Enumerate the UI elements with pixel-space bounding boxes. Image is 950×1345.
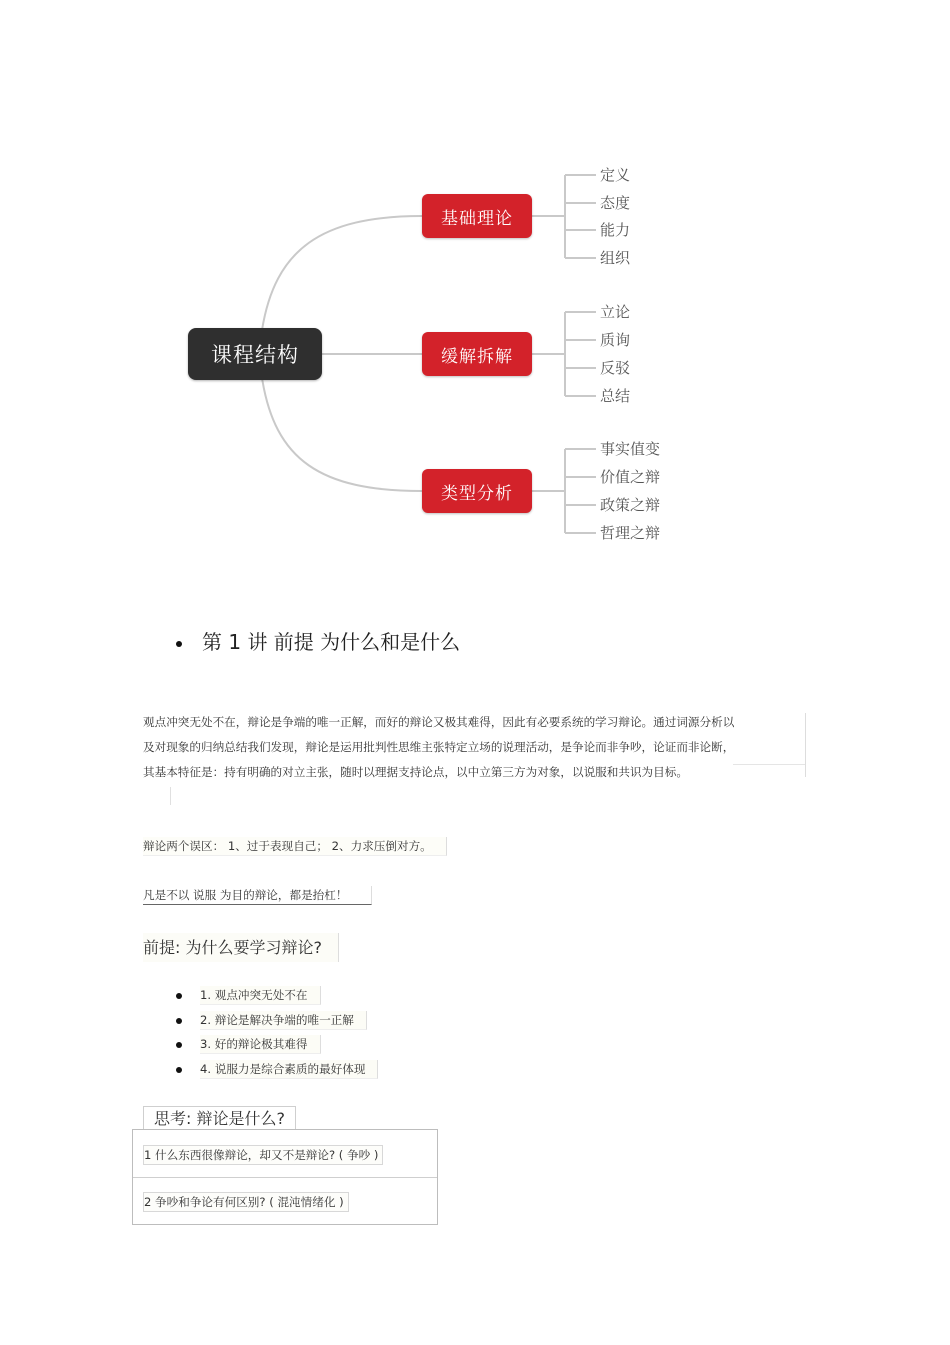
lecture-title: 第 1 讲 前提 为什么和是什么 — [202, 630, 461, 654]
paragraph-end-marker — [170, 787, 171, 805]
leaf-fact-debate: 事实值变 — [600, 440, 661, 458]
question-1: 1 什么东西很像辩论，却又不是辩论? ( 争吵 ) — [143, 1145, 383, 1165]
leaf-cross-examination: 质询 — [600, 331, 631, 349]
connector-branch-3-leaves — [565, 449, 596, 533]
lecture-bullet — [176, 641, 182, 647]
leaf-ability: 能力 — [600, 221, 631, 239]
paragraph-frame-line — [805, 713, 806, 777]
leaf-definition: 定义 — [600, 166, 631, 184]
question-2: 2 争吵和争论有何区别? ( 混沌情绪化 ) — [143, 1192, 349, 1212]
connector-root-branch-1 — [262, 216, 422, 330]
reason-item: 4. 说服力是综合素质的最好体现 — [200, 1060, 378, 1079]
reason-item: 2. 辩论是解决争端的唯一正解 — [200, 1011, 367, 1030]
reason-bullet — [176, 1067, 182, 1073]
persuasion-note: 凡是不以 说服 为目的辩论，都是抬杠！ — [143, 886, 372, 905]
connector-branch-1-leaves — [565, 175, 596, 258]
leaf-organization: 组织 — [600, 249, 631, 267]
reason-bullet — [176, 993, 182, 999]
leaf-rebuttal: 反驳 — [600, 359, 631, 377]
connector-branch-2-leaves — [565, 312, 596, 396]
leaf-attitude: 态度 — [600, 194, 631, 212]
think-heading: 思考: 辩论是什么? — [143, 1106, 296, 1131]
leaf-value-debate: 价值之辩 — [600, 468, 661, 486]
branch-basic-theory: 基础理论 — [422, 194, 532, 238]
mindmap-root-node: 课程结构 — [188, 328, 322, 380]
branch-decomposition: 缓解拆解 — [422, 332, 532, 376]
branch-type-analysis: 类型分析 — [422, 469, 532, 513]
premise-heading: 前提: 为什么要学习辩论? — [143, 933, 339, 962]
course-structure-mindmap — [0, 0, 950, 600]
questions-divider — [133, 1177, 437, 1178]
leaf-philosophy-debate: 哲理之辩 — [600, 524, 661, 542]
reason-item: 3. 好的辩论极其难得 — [200, 1035, 321, 1054]
connector-root-branch-3 — [262, 378, 422, 491]
paragraph-frame-line-top — [733, 764, 805, 765]
intro-paragraph: 观点冲突无处不在，辩论是争端的唯一正解，而好的辩论又极其难得，因此有必要系统的学习辩论。通过词源分析以及对现象的归纳总结我们发现，辩论是运用批判性思维主张特定立场的说理活动，是争论而非争吵，论证而非论断，其基本特征是：持有明确的对立主张，随时以理据支持论点，以中立第三方为对象，以说服和共识为目标。 — [143, 715, 735, 779]
reason-item: 1. 观点冲突无处不在 — [200, 986, 321, 1005]
leaf-constructive: 立论 — [600, 303, 631, 321]
leaf-policy-debate: 政策之辩 — [600, 496, 661, 514]
reason-bullet — [176, 1018, 182, 1024]
questions-box — [132, 1129, 438, 1225]
reason-bullet — [176, 1042, 182, 1048]
leaf-summary: 总结 — [600, 387, 631, 405]
pitfalls-line: 辩论两个误区： 1、过于表现自己； 2、力求压倒对方。 — [143, 837, 447, 856]
